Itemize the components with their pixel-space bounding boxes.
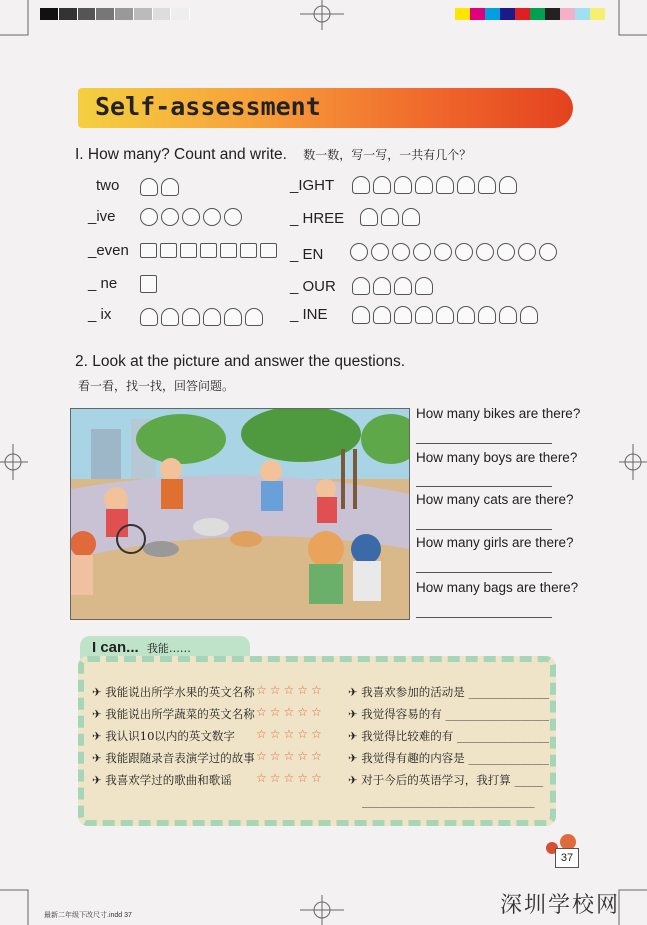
question-1-heading [75,146,471,164]
strawberry-icon-group [352,306,538,324]
question-bags: How many bags are there? [416,580,579,595]
ican-heading [92,639,191,656]
answer-line[interactable] [416,616,552,618]
count-word: _IGHT [290,177,335,194]
rating-stars[interactable]: ☆☆☆☆☆ [256,749,325,763]
candy-box-icon-group [140,243,277,258]
count-word: _ ne [88,275,118,292]
question-boys: How many boys are there? [416,450,578,465]
street-scene-illustration [70,408,410,620]
pineapple-icon-group [352,176,517,194]
question-1-title: I. How many? Count and write. [75,146,287,163]
count-word: two [96,177,120,194]
rating-stars[interactable]: ☆☆☆☆☆ [256,683,325,697]
rating-stars[interactable]: ☆☆☆☆☆ [256,705,325,719]
count-word: _ive [88,208,116,225]
illustration-art [71,409,409,619]
ican-left-item: ✈ 我认识10以内的英文数字 [92,729,235,743]
ican-right-item: ✈ 我觉得有趣的内容是 ______________ [348,751,549,765]
count-word: _ INE [290,306,328,323]
ican-right-item: ✈ 我觉得比较难的有 ________________ [348,729,549,743]
ican-left-item: ✈ 我能跟随录音表演学过的故事 [92,751,255,765]
count-word: _ ix [88,306,112,323]
ican-title: I can... [92,639,139,656]
answer-line[interactable] [416,571,552,573]
fish-icon-group [140,308,263,326]
answer-line[interactable] [416,528,552,530]
question-girls: How many girls are there? [416,535,574,550]
cake-icon-group [140,275,157,293]
ican-right-item-continued: ______________________________ [362,794,535,808]
question-2-instruction: 看一看，找一找，回答问题。 [78,379,235,393]
count-word: _even [88,242,129,259]
page-number: 37 [555,848,579,868]
question-2-title: 2. Look at the picture and answer the questions. [75,353,406,370]
ican-right-item: ✈ 我喜欢参加的活动是 ______________ [348,685,549,699]
ican-left-item: ✈ 我能说出所学蔬菜的英文名称 [92,707,255,721]
cabbage-icon-group [140,208,242,226]
ican-right-item: ✈ 对于今后的英语学习，我打算 _____ [348,773,544,787]
rating-stars[interactable]: ☆☆☆☆☆ [256,771,325,785]
answer-line[interactable] [416,485,552,487]
answer-line[interactable] [416,442,552,444]
count-word: _ OUR [290,278,336,295]
ican-right-item: ✈ 我觉得容易的有 __________________ [348,707,549,721]
page-title: Self-assessment [95,92,321,121]
bird-icon-group [140,178,179,196]
ice-cream-icon-group [360,208,420,226]
question-cats: How many cats are there? [416,492,574,507]
bug-icon-group [352,277,433,295]
ball-icon-group [350,243,557,261]
question-bikes: How many bikes are there? [416,406,581,421]
ican-left-item: ✈ 我喜欢学过的歌曲和歌谣 [92,773,232,787]
count-word: _ EN [290,246,324,263]
ican-title-cn: 我能…… [146,642,191,655]
site-watermark: 深圳学校网 [500,893,621,918]
question-1-instruction: 数一数，写一写，一共有几个？ [303,148,472,162]
rating-stars[interactable]: ☆☆☆☆☆ [256,727,325,741]
count-word: _ HREE [290,210,345,227]
print-footer: 最新二年级下改尺寸.indd 37 [44,912,132,919]
ican-left-item: ✈ 我能说出所学水果的英文名称 [92,685,255,699]
